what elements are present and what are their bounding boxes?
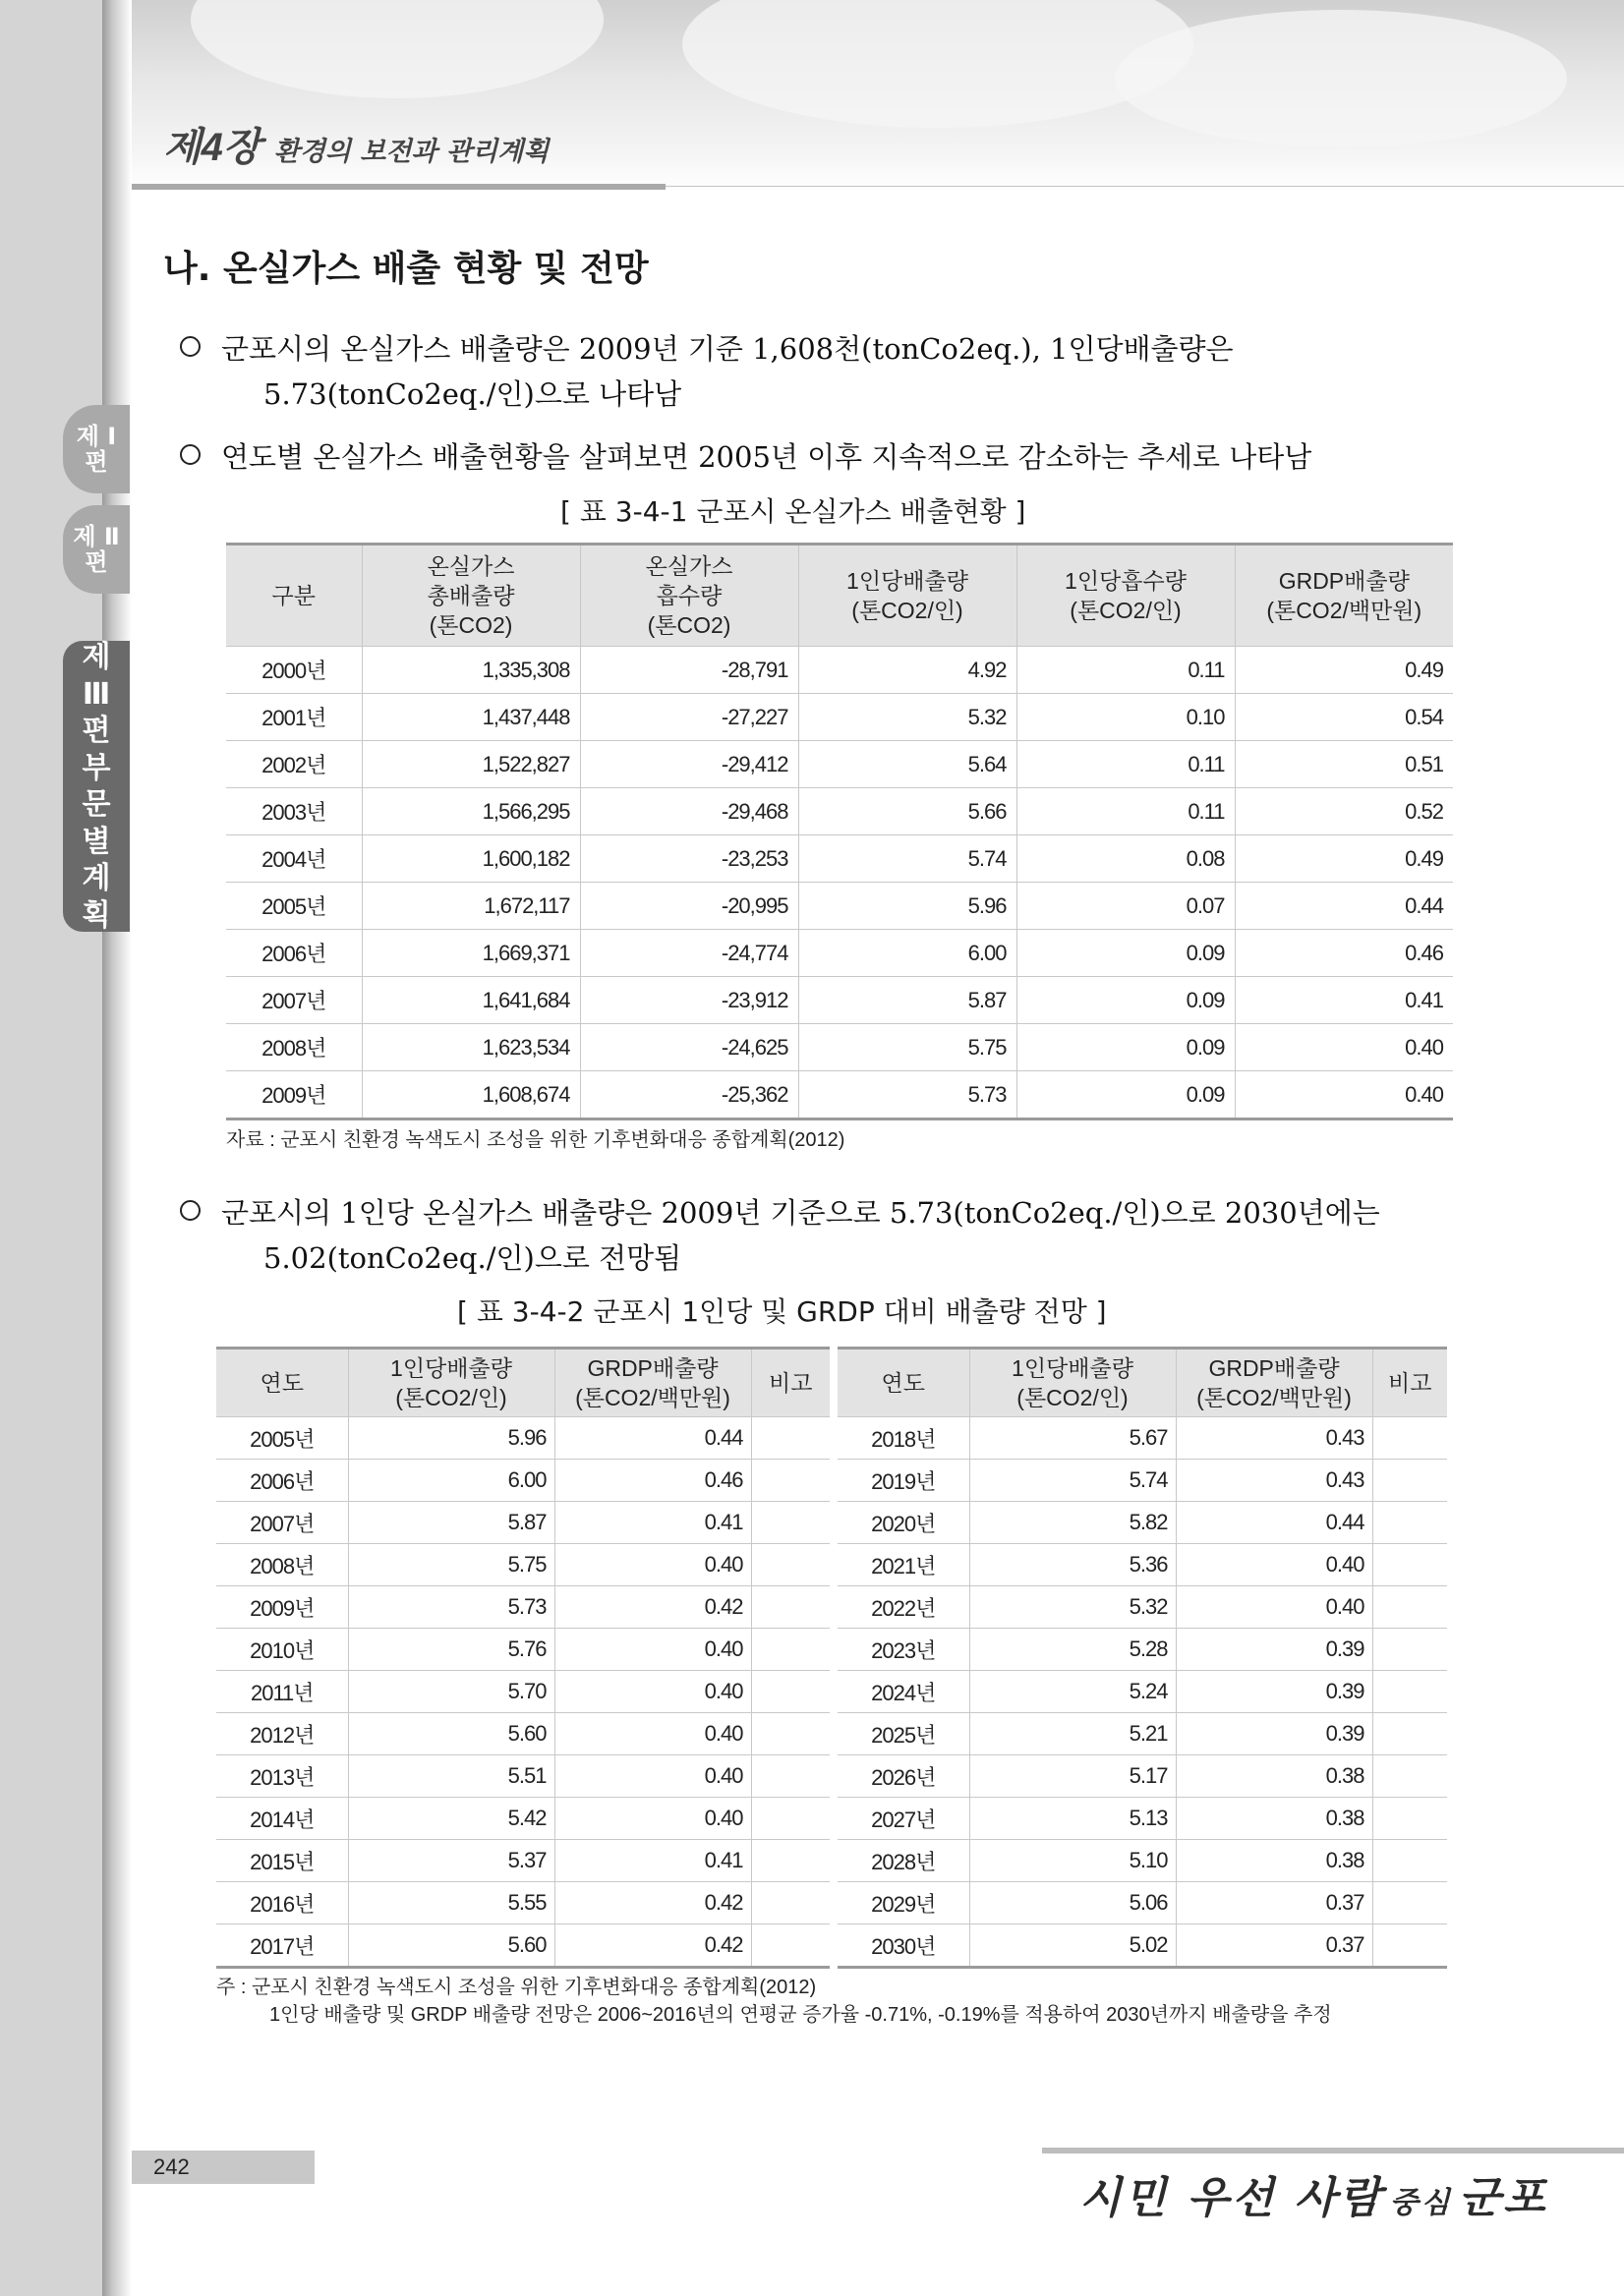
- table2-note-detail: 1인당 배출량 및 GRDP 배출량 전망은 2006~2016년의 연평균 증가율 -0.71%, -0.19%를 적용하여 2030년까지 배출량을 추정: [269, 2004, 1332, 2026]
- value-cell: 0.44: [554, 1417, 751, 1460]
- value-cell: 0.52: [1235, 788, 1453, 835]
- value-cell: 5.87: [798, 977, 1016, 1024]
- column-header-line: (톤CO2/백만원): [575, 1385, 730, 1410]
- value-cell: 0.11: [1016, 647, 1235, 694]
- year-cell: 2024년: [838, 1671, 969, 1713]
- table-row: [226, 930, 1453, 977]
- year-cell: 2005년: [216, 1417, 348, 1460]
- column-header: [226, 545, 362, 647]
- value-cell: 5.96: [798, 883, 1016, 930]
- value-cell: -24,625: [580, 1024, 798, 1071]
- value-cell: 1,608,674: [362, 1071, 580, 1119]
- value-cell: 5.64: [798, 741, 1016, 788]
- column-header: [751, 1349, 830, 1417]
- emission-status-table: [226, 543, 1453, 1120]
- year-cell: 2007년: [226, 977, 362, 1024]
- side-tab-label: 제 Ⅱ 편: [73, 522, 120, 576]
- year-cell: 2004년: [226, 835, 362, 883]
- value-cell: 5.10: [969, 1840, 1176, 1882]
- year-cell: 2008년: [226, 1024, 362, 1071]
- value-cell: [1372, 1924, 1447, 1968]
- value-cell: 5.13: [969, 1798, 1176, 1840]
- value-cell: 5.74: [798, 835, 1016, 883]
- value-cell: 0.41: [554, 1840, 751, 1882]
- value-cell: 0.54: [1235, 694, 1453, 741]
- column-header-line: 총배출량: [427, 583, 515, 608]
- cloud-decoration: [1115, 10, 1567, 147]
- value-cell: -24,774: [580, 930, 798, 977]
- table-row: [226, 977, 1453, 1024]
- column-header: [580, 545, 798, 647]
- slogan-city: 군포: [1458, 2173, 1548, 2223]
- value-cell: 1,437,448: [362, 694, 580, 741]
- column-header-line: 1인당배출량: [390, 1355, 512, 1381]
- table-row: [216, 1755, 830, 1798]
- value-cell: 0.09: [1016, 1024, 1235, 1071]
- year-cell: 2002년: [226, 741, 362, 788]
- value-cell: 5.60: [348, 1713, 554, 1755]
- value-cell: 0.44: [1176, 1502, 1372, 1544]
- value-cell: 5.06: [969, 1882, 1176, 1924]
- value-cell: 0.40: [554, 1798, 751, 1840]
- year-cell: 2020년: [838, 1502, 969, 1544]
- column-header-line: 1인당배출량: [1012, 1355, 1133, 1381]
- table-row: [226, 741, 1453, 788]
- value-cell: 1,623,534: [362, 1024, 580, 1071]
- year-cell: 2030년: [838, 1924, 969, 1968]
- left-margin-band: [0, 0, 102, 2296]
- value-cell: 1,522,827: [362, 741, 580, 788]
- year-cell: 2006년: [216, 1460, 348, 1502]
- value-cell: 5.42: [348, 1798, 554, 1840]
- value-cell: 0.38: [1176, 1840, 1372, 1882]
- column-header-line: GRDP배출량: [1278, 568, 1410, 594]
- value-cell: 0.40: [1235, 1024, 1453, 1071]
- column-header: [798, 545, 1016, 647]
- value-cell: [751, 1713, 830, 1755]
- value-cell: [751, 1586, 830, 1629]
- value-cell: 5.55: [348, 1882, 554, 1924]
- table-row: [838, 1755, 1447, 1798]
- chapter-number: 제4장: [163, 126, 261, 169]
- value-cell: 0.40: [554, 1671, 751, 1713]
- column-header-line: (톤CO2/백만원): [1196, 1385, 1352, 1410]
- table-row: [216, 1629, 830, 1671]
- value-cell: 5.21: [969, 1713, 1176, 1755]
- column-header: [838, 1349, 969, 1417]
- value-cell: 5.37: [348, 1840, 554, 1882]
- side-tab-label: 제 Ⅰ 편: [76, 422, 117, 476]
- value-cell: 5.70: [348, 1671, 554, 1713]
- value-cell: 1,335,308: [362, 647, 580, 694]
- bullet-paragraph-2: 연도별 온실가스 배출현황을 살펴보면 2005년 이후 지속적으로 감소하는 추세로 나타남: [221, 435, 1311, 476]
- column-header-line: 흡수량: [656, 583, 723, 608]
- value-cell: 0.40: [554, 1713, 751, 1755]
- column-header: [362, 545, 580, 647]
- year-cell: 2011년: [216, 1671, 348, 1713]
- value-cell: [751, 1882, 830, 1924]
- year-cell: 2000년: [226, 647, 362, 694]
- value-cell: 0.38: [1176, 1755, 1372, 1798]
- table-row: [216, 1840, 830, 1882]
- value-cell: [1372, 1882, 1447, 1924]
- value-cell: 1,669,371: [362, 930, 580, 977]
- column-header-line: (톤CO2/인): [395, 1385, 507, 1410]
- column-header: [969, 1349, 1176, 1417]
- value-cell: 5.87: [348, 1502, 554, 1544]
- year-cell: 2003년: [226, 788, 362, 835]
- slogan-logo: [1079, 2162, 1548, 2225]
- value-cell: 5.82: [969, 1502, 1176, 1544]
- footer-rule: [1042, 2148, 1624, 2153]
- table-row: [838, 1882, 1447, 1924]
- value-cell: 0.40: [554, 1629, 751, 1671]
- page-edge-shadow: [102, 0, 132, 2296]
- value-cell: 0.40: [1235, 1071, 1453, 1119]
- section-title: 나. 온실가스 배출 현황 및 전망: [163, 249, 649, 289]
- value-cell: 0.11: [1016, 741, 1235, 788]
- year-cell: 2005년: [226, 883, 362, 930]
- value-cell: 6.00: [798, 930, 1016, 977]
- year-cell: 2027년: [838, 1798, 969, 1840]
- table-row: [226, 694, 1453, 741]
- value-cell: [1372, 1417, 1447, 1460]
- value-cell: 0.42: [554, 1586, 751, 1629]
- value-cell: 5.73: [798, 1071, 1016, 1119]
- column-header-line: (톤CO2/백만원): [1266, 598, 1422, 623]
- value-cell: [751, 1840, 830, 1882]
- year-cell: 2016년: [216, 1882, 348, 1924]
- value-cell: 5.74: [969, 1460, 1176, 1502]
- bullet-paragraph-3-cont: 5.02(tonCo2eq./인)으로 전망됨: [263, 1241, 682, 1275]
- table-row: [838, 1713, 1447, 1755]
- value-cell: -23,912: [580, 977, 798, 1024]
- table-row: [838, 1460, 1447, 1502]
- value-cell: 5.96: [348, 1417, 554, 1460]
- year-cell: 2009년: [216, 1586, 348, 1629]
- value-cell: 5.24: [969, 1671, 1176, 1713]
- value-cell: 0.08: [1016, 835, 1235, 883]
- value-cell: 5.67: [969, 1417, 1176, 1460]
- table-header-row: [216, 1349, 830, 1417]
- table-row: [226, 647, 1453, 694]
- column-header-line: 연도: [881, 1370, 925, 1396]
- year-cell: 2010년: [216, 1629, 348, 1671]
- column-header-line: (톤CO2): [429, 612, 513, 638]
- table-row: [838, 1840, 1447, 1882]
- value-cell: 0.39: [1176, 1629, 1372, 1671]
- value-cell: -23,253: [580, 835, 798, 883]
- cloud-decoration: [682, 0, 1193, 128]
- value-cell: [751, 1798, 830, 1840]
- table-row: [216, 1417, 830, 1460]
- value-cell: [751, 1629, 830, 1671]
- value-cell: 5.66: [798, 788, 1016, 835]
- year-cell: 2026년: [838, 1755, 969, 1798]
- value-cell: 0.41: [1235, 977, 1453, 1024]
- value-cell: -29,468: [580, 788, 798, 835]
- table-row: [216, 1460, 830, 1502]
- value-cell: 5.75: [798, 1024, 1016, 1071]
- table-header-row: [838, 1349, 1447, 1417]
- value-cell: 1,566,295: [362, 788, 580, 835]
- table-row: [216, 1586, 830, 1629]
- value-cell: [1372, 1460, 1447, 1502]
- value-cell: 0.51: [1235, 741, 1453, 788]
- column-header-line: (톤CO2): [647, 612, 731, 638]
- header-rule-thin: [666, 186, 1624, 187]
- table2-note: 주 : 군포시 친환경 녹색도시 조성을 위한 기후변화대응 종합계획(2012): [216, 1977, 817, 1998]
- value-cell: 0.43: [1176, 1417, 1372, 1460]
- value-cell: 0.40: [1176, 1586, 1372, 1629]
- table-row: [216, 1882, 830, 1924]
- page-number: 242: [153, 2154, 190, 2179]
- year-cell: 2001년: [226, 694, 362, 741]
- table-row: [838, 1586, 1447, 1629]
- projection-table-right: [838, 1347, 1447, 1969]
- value-cell: 0.41: [554, 1502, 751, 1544]
- column-header-line: (톤CO2/인): [1016, 1385, 1129, 1410]
- table-row: [216, 1544, 830, 1586]
- value-cell: 5.51: [348, 1755, 554, 1798]
- value-cell: 5.28: [969, 1629, 1176, 1671]
- table-row: [216, 1798, 830, 1840]
- bullet-paragraph-1: 군포시의 온실가스 배출량은 2009년 기준 1,608천(tonCo2eq.), 1인당배출량은: [221, 327, 1234, 368]
- column-header-line: 온실가스: [645, 553, 733, 579]
- value-cell: 0.49: [1235, 647, 1453, 694]
- column-header-line: 연도: [260, 1370, 304, 1396]
- table-header-row: [226, 545, 1453, 647]
- value-cell: 5.32: [798, 694, 1016, 741]
- table1-caption: [ 표 3-4-1 군포시 온실가스 배출현황 ]: [560, 495, 1026, 528]
- value-cell: 0.39: [1176, 1713, 1372, 1755]
- value-cell: 0.09: [1016, 977, 1235, 1024]
- value-cell: -27,227: [580, 694, 798, 741]
- value-cell: 0.40: [1176, 1544, 1372, 1586]
- column-header: [1176, 1349, 1372, 1417]
- value-cell: 0.49: [1235, 835, 1453, 883]
- value-cell: [1372, 1671, 1447, 1713]
- value-cell: [1372, 1502, 1447, 1544]
- value-cell: [1372, 1629, 1447, 1671]
- table-row: [216, 1671, 830, 1713]
- value-cell: 1,641,684: [362, 977, 580, 1024]
- value-cell: 5.17: [969, 1755, 1176, 1798]
- value-cell: 5.60: [348, 1924, 554, 1968]
- year-cell: 2006년: [226, 930, 362, 977]
- cloud-decoration: [191, 0, 604, 98]
- value-cell: 5.32: [969, 1586, 1176, 1629]
- year-cell: 2017년: [216, 1924, 348, 1968]
- value-cell: [1372, 1755, 1447, 1798]
- table-row: [838, 1502, 1447, 1544]
- year-cell: 2015년: [216, 1840, 348, 1882]
- slogan-text: 시민 우선 사람: [1079, 2173, 1384, 2223]
- table-row: [226, 1071, 1453, 1119]
- value-cell: [751, 1502, 830, 1544]
- table-row: [226, 1024, 1453, 1071]
- table-row: [838, 1798, 1447, 1840]
- year-cell: 2018년: [838, 1417, 969, 1460]
- value-cell: 0.37: [1176, 1924, 1372, 1968]
- column-header-line: (톤CO2/인): [1070, 598, 1182, 623]
- value-cell: [1372, 1713, 1447, 1755]
- value-cell: [1372, 1544, 1447, 1586]
- header-rule: [132, 184, 666, 190]
- value-cell: [1372, 1798, 1447, 1840]
- table-row: [838, 1924, 1447, 1968]
- column-header-line: 비고: [769, 1370, 813, 1396]
- table-row: [838, 1671, 1447, 1713]
- side-tab-part-3-active[interactable]: [63, 641, 130, 932]
- value-cell: 6.00: [348, 1460, 554, 1502]
- value-cell: 0.11: [1016, 788, 1235, 835]
- value-cell: 0.39: [1176, 1671, 1372, 1713]
- column-header-line: GRDP배출량: [1208, 1355, 1340, 1381]
- value-cell: 0.40: [554, 1544, 751, 1586]
- column-header-line: 온실가스: [427, 553, 515, 579]
- year-cell: 2008년: [216, 1544, 348, 1586]
- value-cell: -20,995: [580, 883, 798, 930]
- table-row: [216, 1502, 830, 1544]
- value-cell: 0.09: [1016, 1071, 1235, 1119]
- value-cell: [751, 1417, 830, 1460]
- page-number-box: [132, 2151, 315, 2184]
- projection-table-left: [216, 1347, 830, 1969]
- value-cell: [1372, 1840, 1447, 1882]
- side-tab-label: 제 Ⅲ 편 부 문 별 계 획: [82, 640, 111, 933]
- year-cell: 2014년: [216, 1798, 348, 1840]
- year-cell: 2029년: [838, 1882, 969, 1924]
- value-cell: 5.02: [969, 1924, 1176, 1968]
- value-cell: 0.46: [1235, 930, 1453, 977]
- value-cell: 5.75: [348, 1544, 554, 1586]
- value-cell: 0.42: [554, 1882, 751, 1924]
- value-cell: [1372, 1586, 1447, 1629]
- chapter-title: 환경의 보전과 관리계획: [273, 137, 550, 167]
- value-cell: 0.40: [554, 1755, 751, 1798]
- value-cell: 0.37: [1176, 1882, 1372, 1924]
- value-cell: -28,791: [580, 647, 798, 694]
- value-cell: 5.76: [348, 1629, 554, 1671]
- year-cell: 2021년: [838, 1544, 969, 1586]
- value-cell: 1,600,182: [362, 835, 580, 883]
- value-cell: 4.92: [798, 647, 1016, 694]
- column-header-line: 구분: [271, 583, 316, 608]
- value-cell: [751, 1755, 830, 1798]
- year-cell: 2023년: [838, 1629, 969, 1671]
- table-row: [226, 788, 1453, 835]
- year-cell: 2007년: [216, 1502, 348, 1544]
- table2-caption: [ 표 3-4-2 군포시 1인당 및 GRDP 대비 배출량 전망 ]: [457, 1295, 1107, 1328]
- year-cell: 2028년: [838, 1840, 969, 1882]
- value-cell: 0.46: [554, 1460, 751, 1502]
- bullet-paragraph-3: 군포시의 1인당 온실가스 배출량은 2009년 기준으로 5.73(tonCo2eq./인)으로 2030년에는: [221, 1191, 1380, 1232]
- side-tab-part-1[interactable]: [63, 405, 130, 493]
- table-row: [838, 1417, 1447, 1460]
- table-row: [216, 1713, 830, 1755]
- column-header: [1016, 545, 1235, 647]
- year-cell: 2012년: [216, 1713, 348, 1755]
- value-cell: 0.10: [1016, 694, 1235, 741]
- value-cell: -25,362: [580, 1071, 798, 1119]
- table1-source: 자료 : 군포시 친환경 녹색도시 조성을 위한 기후변화대응 종합계획(2012): [226, 1129, 845, 1151]
- table-row: [226, 835, 1453, 883]
- year-cell: 2009년: [226, 1071, 362, 1119]
- value-cell: [751, 1671, 830, 1713]
- column-header: [348, 1349, 554, 1417]
- bullet-paragraph-1-cont: 5.73(tonCo2eq./인)으로 나타남: [263, 377, 682, 411]
- year-cell: 2013년: [216, 1755, 348, 1798]
- column-header-line: (톤CO2/인): [851, 598, 963, 623]
- table-row: [216, 1924, 830, 1968]
- value-cell: 5.73: [348, 1586, 554, 1629]
- chapter-heading: [163, 116, 549, 172]
- slogan-text-small: 중심: [1389, 2186, 1453, 2220]
- column-header-line: 1인당흡수량: [1065, 568, 1187, 594]
- value-cell: 0.42: [554, 1924, 751, 1968]
- table-row: [838, 1629, 1447, 1671]
- value-cell: 0.09: [1016, 930, 1235, 977]
- value-cell: [751, 1460, 830, 1502]
- table-row: [838, 1544, 1447, 1586]
- value-cell: [751, 1544, 830, 1586]
- year-cell: 2019년: [838, 1460, 969, 1502]
- value-cell: 0.43: [1176, 1460, 1372, 1502]
- year-cell: 2022년: [838, 1586, 969, 1629]
- table-row: [226, 883, 1453, 930]
- column-header-line: 비고: [1388, 1370, 1432, 1396]
- value-cell: 0.07: [1016, 883, 1235, 930]
- value-cell: 0.38: [1176, 1798, 1372, 1840]
- value-cell: [751, 1924, 830, 1968]
- value-cell: 0.44: [1235, 883, 1453, 930]
- value-cell: -29,412: [580, 741, 798, 788]
- year-cell: 2025년: [838, 1713, 969, 1755]
- value-cell: 5.36: [969, 1544, 1176, 1586]
- value-cell: 1,672,117: [362, 883, 580, 930]
- column-header-line: 1인당배출량: [846, 568, 968, 594]
- column-header: [554, 1349, 751, 1417]
- column-header: [1372, 1349, 1447, 1417]
- column-header: [1235, 545, 1453, 647]
- side-tab-part-2[interactable]: [63, 505, 130, 594]
- column-header-line: GRDP배출량: [587, 1355, 719, 1381]
- column-header: [216, 1349, 348, 1417]
